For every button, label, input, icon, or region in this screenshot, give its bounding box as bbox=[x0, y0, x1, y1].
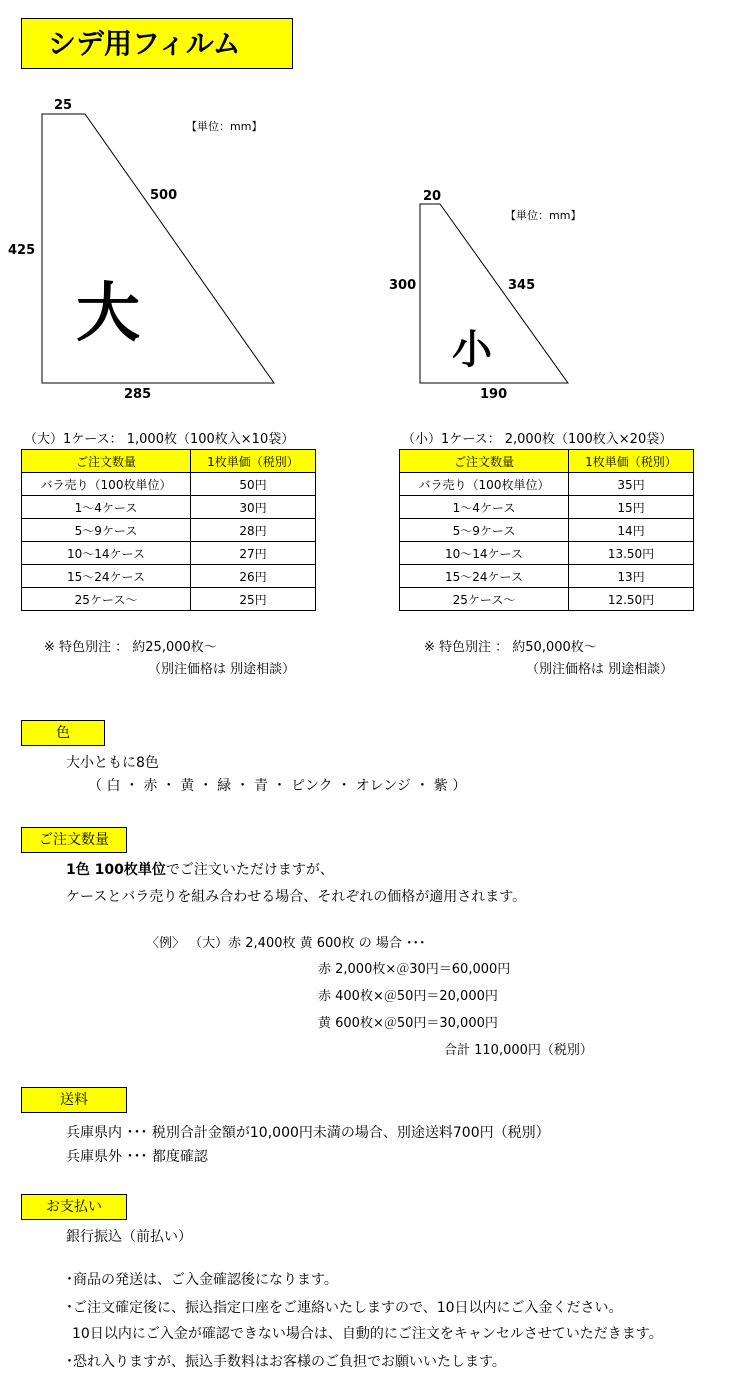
order-calc-1: 赤 2,000枚×＠30円＝60,000円 bbox=[318, 962, 511, 977]
small-case-info: （小）1ケース： 2,000枚（100枚入×20袋） bbox=[402, 432, 673, 447]
small-special-note-sub: （別注価格は 別途相談） bbox=[526, 662, 674, 677]
quantity-cell: バラ売り（100枚単位） bbox=[22, 473, 191, 496]
price-cell: 28円 bbox=[191, 519, 316, 542]
table-row bbox=[400, 588, 694, 611]
price-cell: 30円 bbox=[191, 496, 316, 519]
price-cell: 27円 bbox=[191, 542, 316, 565]
large-special-note-sub: （別注価格は 別途相談） bbox=[148, 662, 296, 677]
table-row bbox=[22, 473, 316, 496]
payment-bullet-2: ･ご注文確定後に、振込指定口座をご連絡いたしますので、10日以内にご入金ください。 bbox=[66, 1300, 623, 1316]
small-left-dim: 300 bbox=[389, 278, 417, 293]
table-row bbox=[22, 496, 316, 519]
order-example: 〈例〉 （大）赤 2,400枚 黄 600枚 の 場合 ･･･ bbox=[146, 936, 426, 951]
header-unit-price: 1枚単価（税別） bbox=[569, 450, 694, 473]
large-hyp-dim: 500 bbox=[150, 188, 178, 203]
table-row bbox=[400, 473, 694, 496]
quantity-cell: 15～24ケース bbox=[400, 565, 569, 588]
quantity-cell: 10～14ケース bbox=[22, 542, 191, 565]
price-cell: 35円 bbox=[569, 473, 694, 496]
order-calc-3: 黄 600枚×＠50円＝30,000円 bbox=[318, 1016, 498, 1031]
price-cell: 14円 bbox=[569, 519, 694, 542]
table-row bbox=[400, 565, 694, 588]
large-special-note: ※ 特色別注 ： 約25,000枚～ bbox=[44, 640, 217, 655]
price-cell: 50円 bbox=[191, 473, 316, 496]
header-quantity: ご注文数量 bbox=[400, 450, 569, 473]
large-char: 大 bbox=[76, 277, 140, 351]
large-top-dim: 25 bbox=[54, 98, 73, 113]
quantity-cell: 10～14ケース bbox=[400, 542, 569, 565]
large-unit-label: 【単位：mm】 bbox=[186, 120, 263, 133]
color-line-1: 大小ともに8色 bbox=[66, 755, 159, 771]
header-unit-price: 1枚単価（税別） bbox=[191, 450, 316, 473]
small-bottom-dim: 190 bbox=[480, 387, 508, 402]
large-price-table bbox=[21, 449, 316, 611]
section-label-payment: お支払い bbox=[21, 1194, 127, 1220]
table-row bbox=[22, 588, 316, 611]
small-char: 小 bbox=[452, 327, 492, 373]
order-line-1 bbox=[66, 859, 334, 879]
triangle-diagrams bbox=[0, 0, 738, 420]
quantity-cell: 15～24ケース bbox=[22, 565, 191, 588]
price-cell: 15円 bbox=[569, 496, 694, 519]
table-row bbox=[22, 565, 316, 588]
section-label-color: 色 bbox=[21, 720, 105, 746]
shipping-line-2: 兵庫県外 ･･･ 都度確認 bbox=[66, 1149, 208, 1165]
table-header-row bbox=[400, 450, 694, 473]
small-price-table bbox=[399, 449, 694, 611]
small-triangle bbox=[420, 204, 568, 383]
order-line-1-bold: 1色 100枚単位 bbox=[66, 862, 166, 878]
color-line-2: （ 白 ・ 赤 ・ 黄 ・ 緑 ・ 青 ・ ピンク ・ オレンジ ・ 紫 ） bbox=[88, 778, 467, 794]
quantity-cell: 25ケース～ bbox=[22, 588, 191, 611]
price-cell: 13.50円 bbox=[569, 542, 694, 565]
payment-method: 銀行振込（前払い） bbox=[66, 1229, 192, 1245]
quantity-cell: 5～9ケース bbox=[400, 519, 569, 542]
section-label-shipping: 送料 bbox=[21, 1087, 127, 1113]
price-cell: 26円 bbox=[191, 565, 316, 588]
table-row bbox=[400, 496, 694, 519]
quantity-cell: 25ケース～ bbox=[400, 588, 569, 611]
small-top-dim: 20 bbox=[423, 189, 442, 204]
table-header-row bbox=[22, 450, 316, 473]
small-unit-label: 【単位：mm】 bbox=[505, 209, 582, 222]
table-row bbox=[22, 542, 316, 565]
header-quantity: ご注文数量 bbox=[22, 450, 191, 473]
payment-bullet-3: 10日以内にご入金が確認できない場合は、自動的にご注文をキャンセルさせていただきます。 bbox=[72, 1326, 663, 1342]
table-row bbox=[22, 519, 316, 542]
order-calc-2: 赤 400枚×＠50円＝20,000円 bbox=[318, 989, 498, 1004]
shipping-line-1: 兵庫県内 ･･･ 税別合計金額が10,000円未満の場合、別途送料700円（税別） bbox=[66, 1125, 550, 1141]
quantity-cell: 5～9ケース bbox=[22, 519, 191, 542]
price-cell: 12.50円 bbox=[569, 588, 694, 611]
payment-bullet-1: ･商品の発送は、ご入金確認後になります。 bbox=[66, 1272, 338, 1288]
price-cell: 25円 bbox=[191, 588, 316, 611]
large-case-info: （大）1ケース： 1,000枚（100枚入×10袋） bbox=[24, 432, 295, 447]
price-cell: 13円 bbox=[569, 565, 694, 588]
small-hyp-dim: 345 bbox=[508, 278, 536, 293]
quantity-cell: バラ売り（100枚単位） bbox=[400, 473, 569, 496]
table-row bbox=[400, 519, 694, 542]
order-total: 合計 110,000円（税別） bbox=[444, 1043, 593, 1058]
section-label-order: ご注文数量 bbox=[21, 827, 127, 853]
table-row bbox=[400, 542, 694, 565]
page-title: シデ用フィルム bbox=[21, 18, 293, 69]
order-line-1-rest: でご注文いただけますが、 bbox=[165, 862, 334, 878]
quantity-cell: 1～4ケース bbox=[22, 496, 191, 519]
large-left-dim: 425 bbox=[8, 243, 36, 258]
quantity-cell: 1～4ケース bbox=[400, 496, 569, 519]
order-line-2: ケースとバラ売りを組み合わせる場合、それぞれの価格が適用されます。 bbox=[66, 889, 527, 905]
large-bottom-dim: 285 bbox=[124, 387, 152, 402]
small-special-note: ※ 特色別注 ： 約50,000枚～ bbox=[424, 640, 597, 655]
payment-bullet-4: ･恐れ入りますが、振込手数料はお客様のご負担でお願いいたします。 bbox=[66, 1354, 506, 1370]
